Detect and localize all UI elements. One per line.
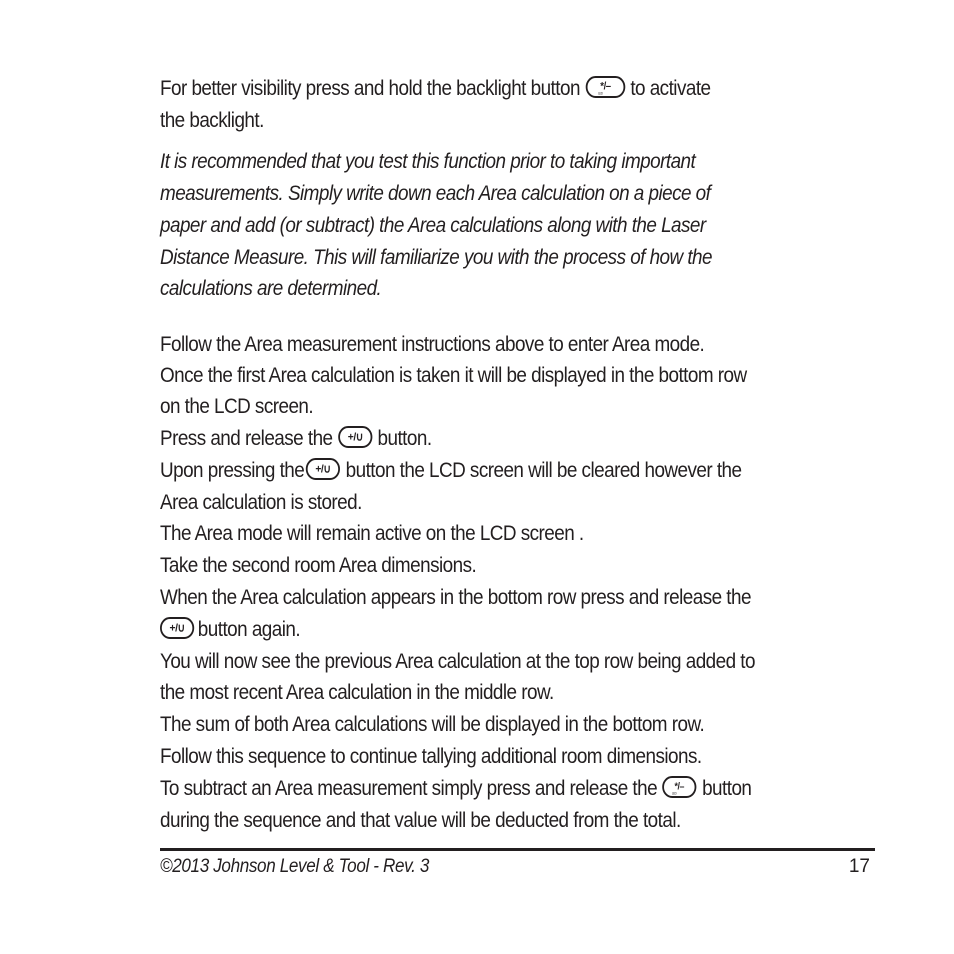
step-line-10	[160, 614, 808, 646]
plus-button-icon	[160, 617, 194, 639]
text-segment: button the LCD screen will be cleared however the	[345, 459, 742, 482]
note-line-2: measurements. Simply write down each Area calculation on a piece of	[160, 182, 711, 205]
step-line-16: during the sequence and that value will be deducted from the total.	[160, 809, 681, 832]
footer-copyright: ©2013 Johnson Level & Tool - Rev. 3	[160, 856, 430, 877]
note-line-5: calculations are determined.	[160, 277, 382, 300]
button-glyph: */–	[674, 781, 685, 793]
button-glyph: +/∪	[347, 431, 363, 444]
note-line-3: paper and add (or subtract) the Area calculations along with the Laser	[160, 214, 706, 237]
step-line-13: The sum of both Area calculations will be displayed in the bottom row.	[160, 713, 705, 736]
note-line-4: Distance Measure. This will familiarize you with the process of how the	[160, 246, 713, 269]
step-line-2: Once the first Area calculation is taken it will be displayed in the bottom row	[160, 364, 747, 387]
page-number: 17	[848, 856, 870, 877]
text-segment: For better visibility press and hold the backlight button	[160, 77, 580, 100]
step-line-12: the most recent Area calculation in the middle row.	[160, 681, 554, 704]
plus-button-icon	[306, 458, 340, 480]
text-segment: To subtract an Area measurement simply press and release the	[160, 777, 658, 800]
step-line-7: The Area mode will remain active on the LCD screen .	[160, 522, 584, 545]
text-segment: to activate	[630, 77, 711, 100]
backlight-line-1	[160, 73, 808, 105]
footer-divider	[160, 848, 875, 851]
backlight-minus-button-icon	[662, 776, 696, 798]
button-sub-glyph: LED	[597, 91, 603, 96]
step-line-11: You will now see the previous Area calculation at the top row being added to	[160, 650, 755, 673]
step-line-5	[160, 455, 808, 487]
plus-button-icon	[338, 426, 372, 448]
text-segment: button.	[377, 427, 432, 450]
text-segment: button again.	[197, 618, 301, 641]
step-line-9: When the Area calculation appears in the bottom row press and release the	[160, 586, 751, 609]
step-line-8: Take the second room Area dimensions.	[160, 554, 477, 577]
step-line-3: on the LCD screen.	[160, 395, 314, 418]
step-line-14: Follow this sequence to continue tallying additional room dimensions.	[160, 745, 702, 768]
backlight-minus-button-icon	[585, 76, 625, 98]
text-segment: button	[702, 777, 752, 800]
step-line-4	[160, 423, 808, 455]
note-line-1: It is recommended that you test this function prior to taking important	[160, 150, 696, 173]
button-glyph: +/∪	[169, 622, 185, 635]
button-glyph: +/∪	[315, 463, 331, 476]
button-sub-glyph: LED	[672, 791, 677, 796]
text-segment: Upon pressing the	[160, 459, 305, 482]
text-segment: Press and release the	[160, 427, 333, 450]
step-line-1: Follow the Area measurement instructions above to enter Area mode.	[160, 333, 705, 356]
step-line-15	[160, 773, 808, 805]
backlight-line-2: the backlight.	[160, 109, 264, 132]
step-line-6: Area calculation is stored.	[160, 491, 362, 514]
button-glyph: */–	[599, 81, 611, 94]
